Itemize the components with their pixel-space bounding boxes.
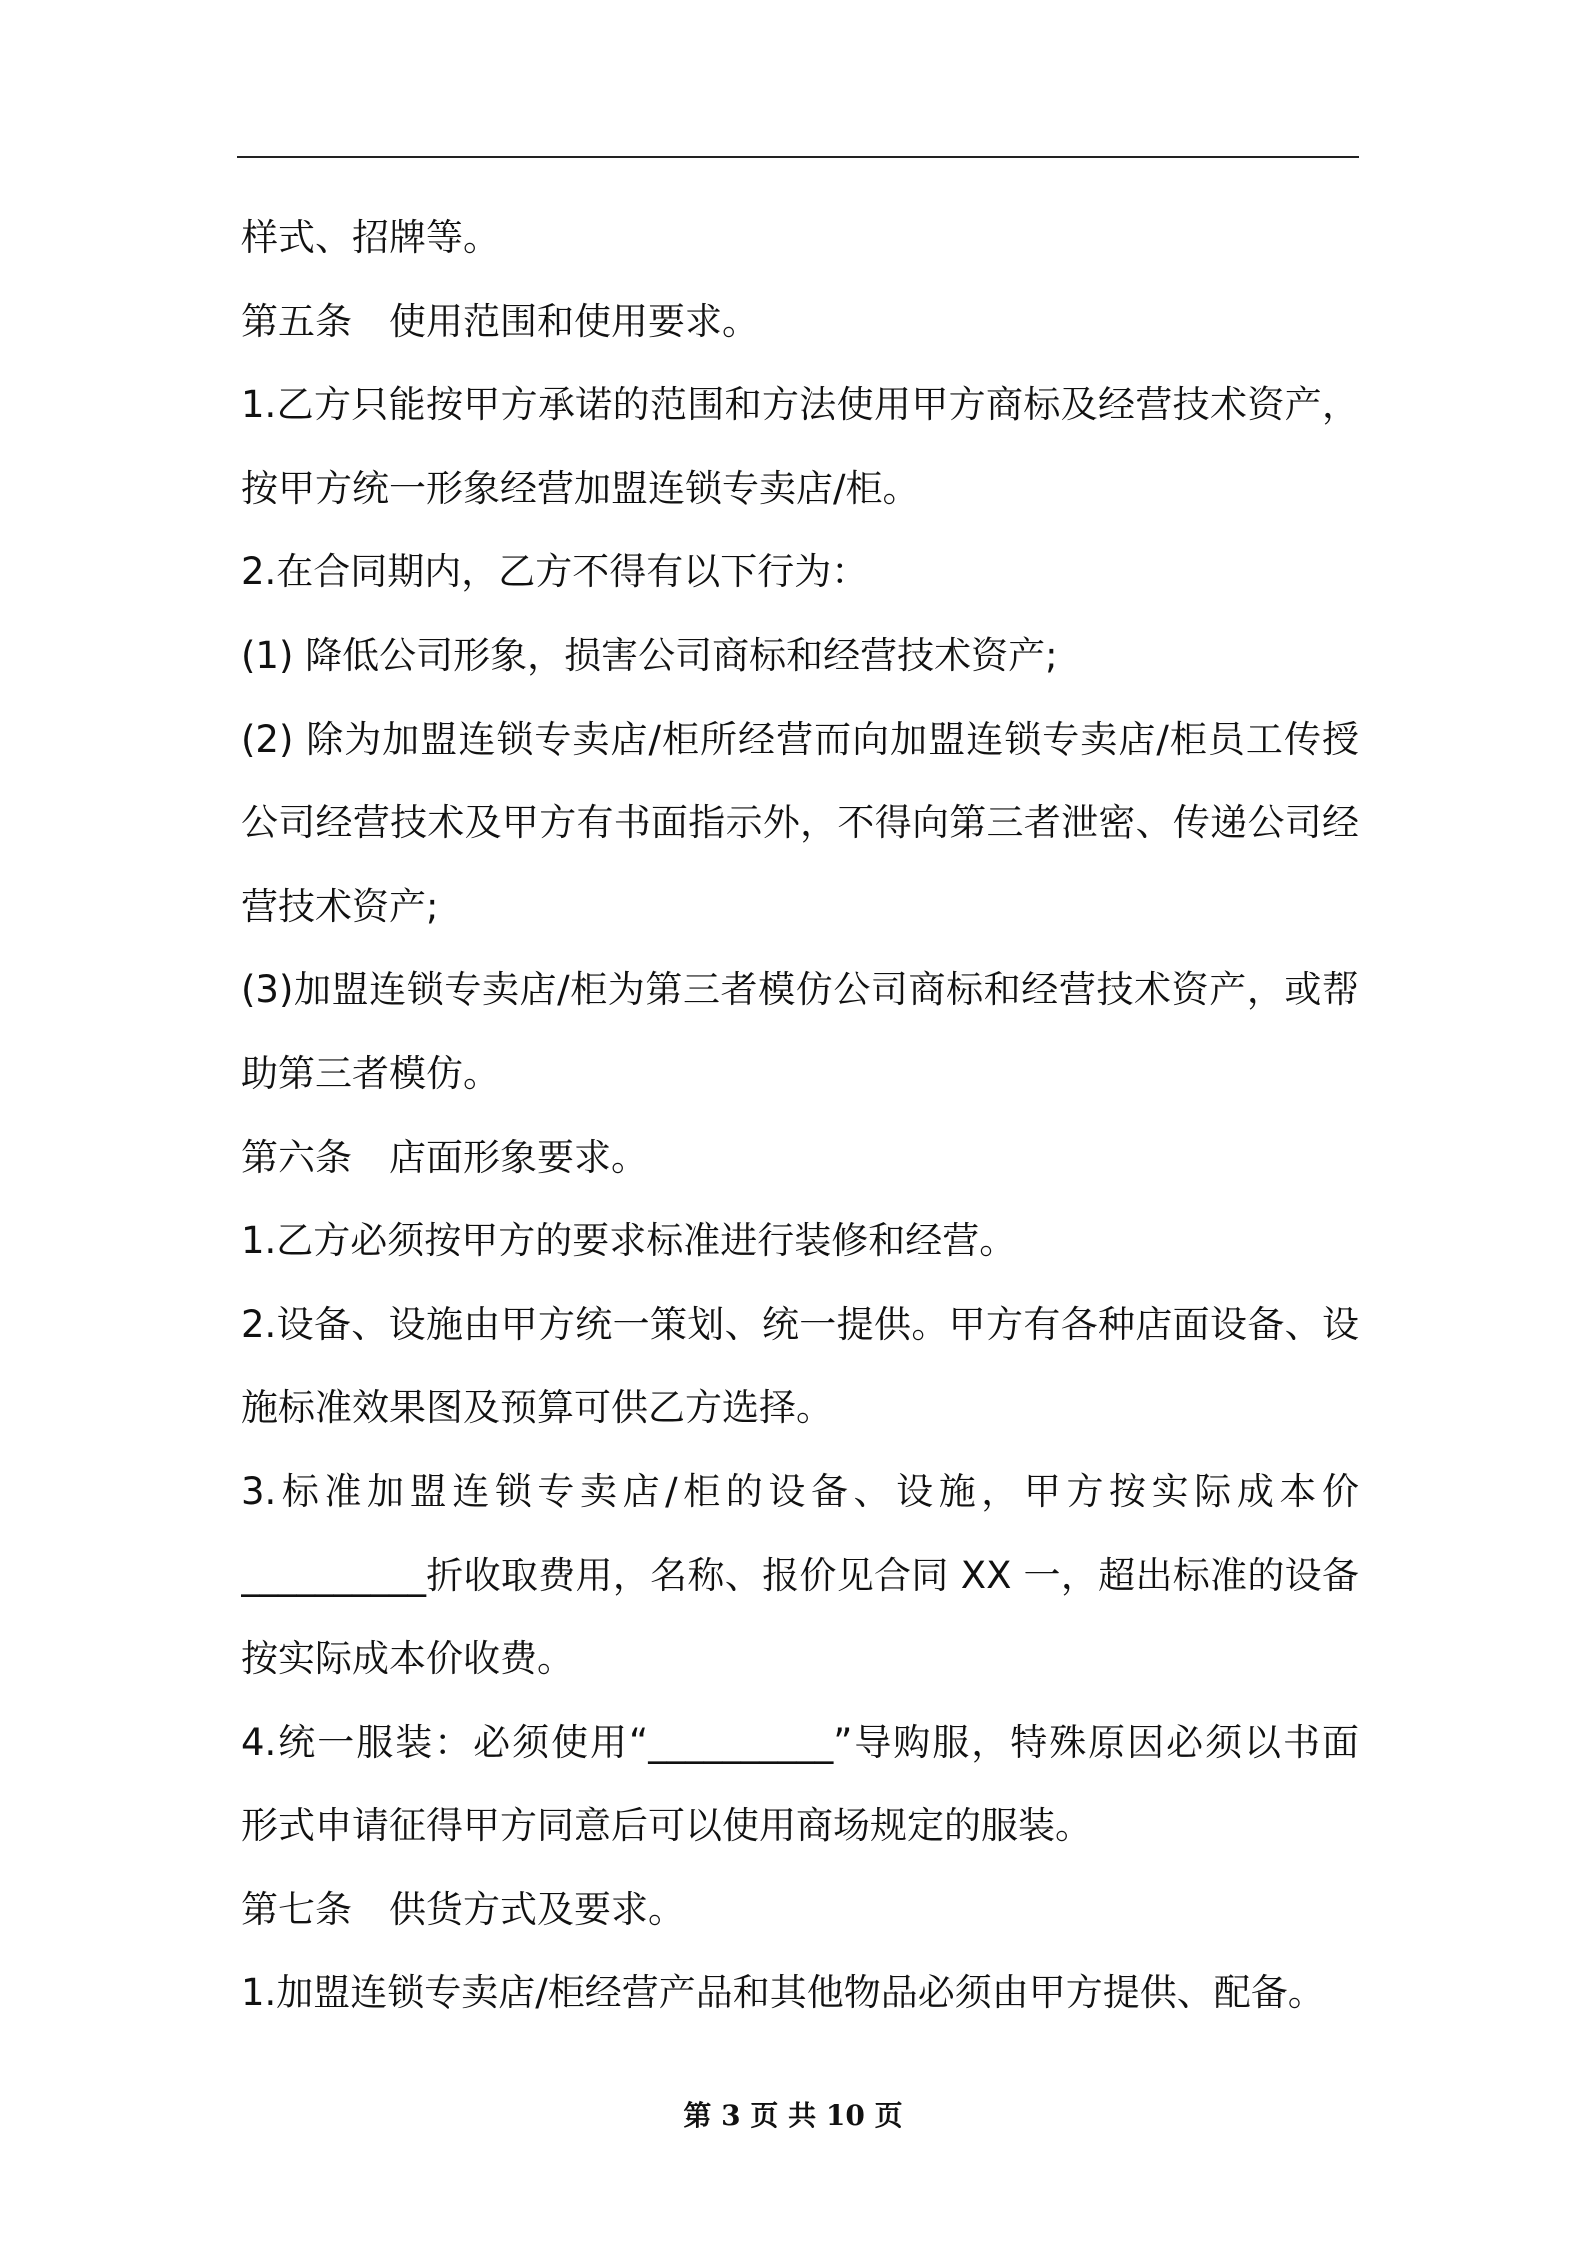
text-line: __________折收取费用，名称、报价见合同 XX 一，超出标准的设备 — [241, 1553, 1359, 1597]
text-line: 助第三者模仿。 — [241, 1051, 500, 1095]
text-line: 施标准效果图及预算可供乙方选择。 — [241, 1386, 833, 1430]
text-line: 1.加盟连锁专卖店/柜经营产品和其他物品必须由甲方提供、配备。 — [241, 1971, 1325, 2015]
text-line: 1.乙方只能按甲方承诺的范围和方法使用甲方商标及经营技术资产， — [241, 383, 1359, 427]
text-line: 公司经营技术及甲方有书面指示外，不得向第三者泄密、传递公司经 — [241, 801, 1359, 845]
text-line: 2.设备、设施由甲方统一策划、统一提供。甲方有各种店面设备、设 — [241, 1302, 1359, 1346]
text-line: 2.在合同期内，乙方不得有以下行为： — [241, 550, 869, 594]
article-heading: 第七条 供货方式及要求。 — [241, 1887, 685, 1931]
text-line: 形式申请征得甲方同意后可以使用商场规定的服装。 — [241, 1804, 1092, 1848]
article-heading: 第六条 店面形象要求。 — [241, 1135, 648, 1179]
text-line: (3)加盟连锁专卖店/柜为第三者模仿公司商标和经营技术资产，或帮 — [241, 968, 1359, 1012]
text-line: (1) 降低公司形象，损害公司商标和经营技术资产; — [241, 633, 1058, 677]
header-rule — [237, 156, 1359, 158]
page-indicator: 第 3 页 共 10 页 — [683, 2099, 903, 2132]
text-line: 按实际成本价收费。 — [241, 1637, 574, 1681]
text-line: 3.标准加盟连锁专卖店/柜的设备、设施，甲方按实际成本价 — [241, 1469, 1359, 1513]
text-line: 样式、招牌等。 — [241, 216, 500, 259]
text-line: (2) 除为加盟连锁专卖店/柜所经营而向加盟连锁专卖店/柜员工传授 — [241, 717, 1359, 761]
text-line: 4.统一服装：必须使用“__________”导购服，特殊原因必须以书面 — [241, 1720, 1359, 1764]
article-heading: 第五条 使用范围和使用要求。 — [241, 299, 759, 343]
text-line: 营技术资产; — [241, 884, 439, 928]
text-line: 按甲方统一形象经营加盟连锁专卖店/柜。 — [241, 466, 920, 510]
document-body — [241, 196, 1359, 2035]
text-line: 1.乙方必须按甲方的要求标准进行装修和经营。 — [241, 1219, 1017, 1263]
